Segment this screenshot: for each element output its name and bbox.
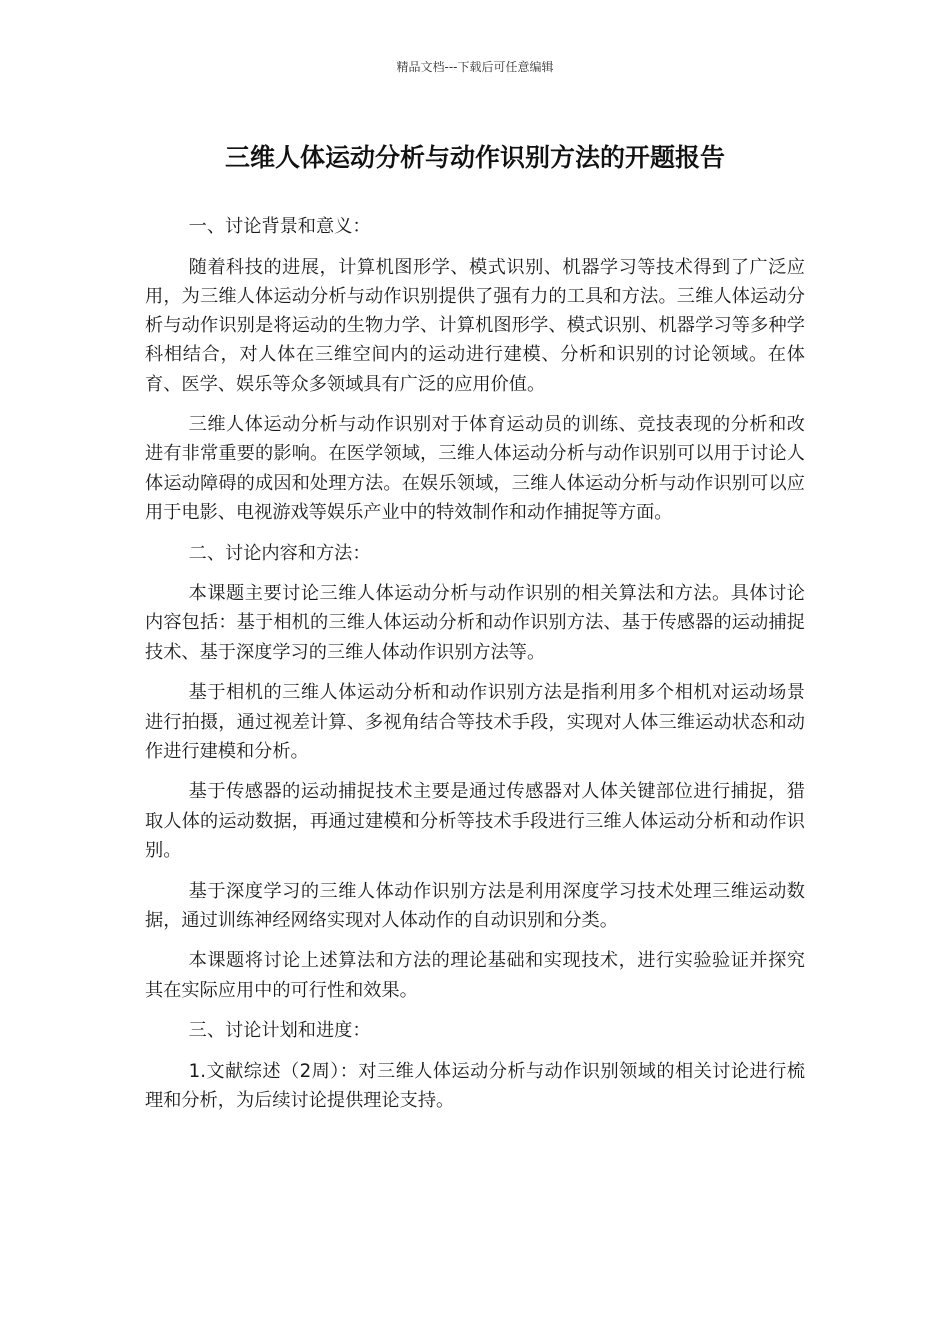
page-header-watermark: 精品文档---下载后可任意编辑 xyxy=(396,60,554,74)
paragraph: 基于传感器的运动捕捉技术主要是通过传感器对人体关键部位进行捕捉，猎取人体的运动数据，再通过建模和分析等技术手段进行三维人体运动分析和动作识别。 xyxy=(145,781,805,861)
paragraph: 随着科技的进展，计算机图形学、模式识别、机器学习等技术得到了广泛应用，为三维人体运动分析与动作识别提供了强有力的工具和方法。三维人体运动分析与动作识别是将运动的生物力学、计算机图形学、模式识别、机器学习等多种学科相结合，对人体在三维空间内的运动进行建模、分析和识别的讨论领域。在体育、医学、娱乐等众多领域具有广泛的应用价值。 xyxy=(145,256,805,395)
section-heading-background: 一、讨论背景和意义： xyxy=(188,216,371,237)
document-title: 三维人体运动分析与动作识别方法的开题报告 xyxy=(224,143,725,172)
section-heading-content-methods: 二、讨论内容和方法： xyxy=(188,542,371,564)
document-body xyxy=(145,212,805,1127)
paragraph: 本课题将讨论上述算法和方法的理论基础和实现技术，进行实验验证并探究其在实际应用中的可行性和效果。 xyxy=(145,950,805,1001)
paragraph: 1.文献综述（2周）：对三维人体运动分析与动作识别领域的相关讨论进行梳理和分析，为后续讨论提供理论支持。 xyxy=(145,1061,805,1112)
paragraph: 基于深度学习的三维人体动作识别方法是利用深度学习技术处理三维运动数据，通过训练神经网络实现对人体动作的自动识别和分类。 xyxy=(145,880,805,931)
paragraph: 本课题主要讨论三维人体运动分析与动作识别的相关算法和方法。具体讨论内容包括：基于相机的三维人体运动分析和动作识别方法、基于传感器的运动捕捉技术、基于深度学习的三维人体动作识别方法等。 xyxy=(145,583,805,663)
paragraph: 基于相机的三维人体运动分析和动作识别方法是指利用多个相机对运动场景进行拍摄，通过视差计算、多视角结合等技术手段，实现对人体三维运动状态和动作进行建模和分析。 xyxy=(145,682,805,762)
paragraph: 三维人体运动分析与动作识别对于体育运动员的训练、竞技表现的分析和改进有非常重要的影响。在医学领域，三维人体运动分析与动作识别可以用于讨论人体运动障碍的成因和处理方法。在娱乐领域，三维人体运动分析与动作识别可以应用于电影、电视游戏等娱乐产业中的特效制作和动作捕捉等方面。 xyxy=(145,414,805,523)
section-heading-plan-schedule: 三、讨论计划和进度： xyxy=(188,1020,371,1042)
